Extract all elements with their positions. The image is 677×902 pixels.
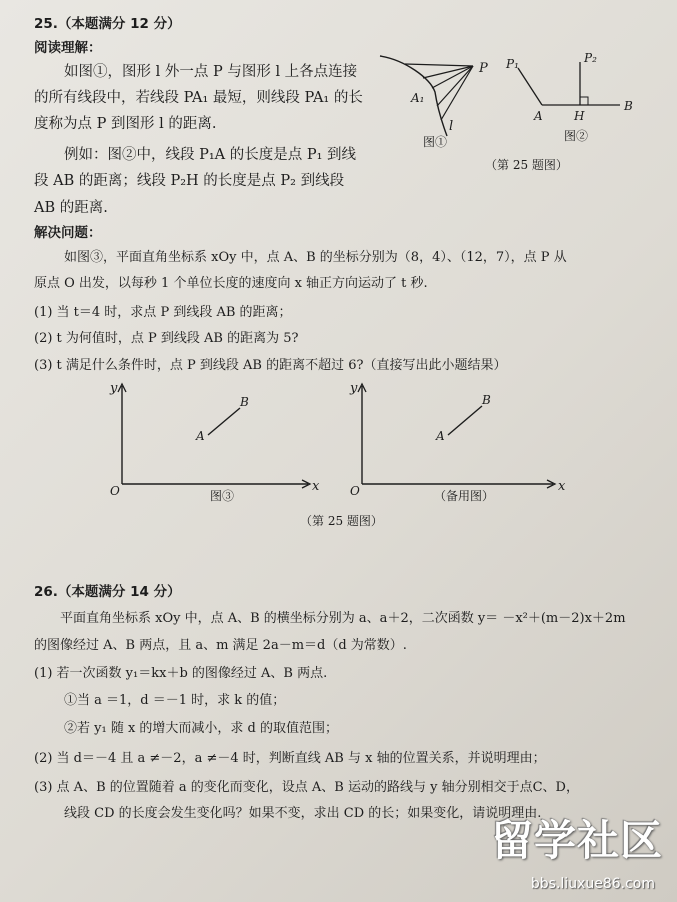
- fig3-label-b: B: [240, 395, 249, 409]
- segment-p-2: [423, 66, 473, 78]
- q25-header: 25.（本题满分 12 分）: [34, 16, 181, 32]
- fig3-label-y: y: [110, 381, 118, 396]
- fig4-label-o: O: [350, 484, 360, 498]
- fig2-caption: 图②: [564, 129, 589, 143]
- fig2-label-a: A: [534, 109, 543, 123]
- fig4-label-x: x: [558, 479, 566, 494]
- fig1-caption: 图①: [423, 135, 448, 149]
- q25-item-2: (2) t 为何值时，点 P 到线段 AB 的距离为 5?: [34, 331, 299, 346]
- q25-para3-line2: 原点 O 出发，以每秒 1 个单位长度的速度向 x 轴正方向运动了 t 秒.: [34, 276, 428, 291]
- fig3-label-a: A: [196, 429, 205, 443]
- fig2-label-b: B: [624, 99, 633, 113]
- fig3-segment-ab: [208, 408, 240, 435]
- q26-item-2: (2) 当 d＝－4 且 a ≠－2，a ≠－4 时，判断直线 AB 与 x 轴的位置关系，并说明理由；: [34, 751, 546, 766]
- q25-item-1: (1) 当 t＝4 时，求点 P 到线段 AB 的距离；: [34, 305, 292, 320]
- q25-para1-line1: 如图①，图形 l 外一点 P 与图形 l 上各点连接: [64, 64, 358, 80]
- q26-header: 26.（本题满分 14 分）: [34, 584, 181, 600]
- fig1-label-a1: A₁: [411, 91, 425, 105]
- q26-item-1: (1) 若一次函数 y₁＝kx＋b 的图像经过 A、B 两点.: [34, 666, 328, 681]
- fig4-caption: （备用图）: [434, 489, 495, 503]
- watermark-logo: 留学社区: [490, 816, 663, 865]
- q25-para2-line3: AB 的距离.: [34, 200, 108, 216]
- q26-stem-line2: 的图像经过 A、B 两点，且 a、m 满足 2a－m＝d（d 为常数）.: [34, 638, 407, 653]
- fig3-label-x: x: [312, 479, 320, 494]
- fig2-label-p2: P₂: [584, 51, 597, 65]
- q25-figure-group-caption: （第 25 题图）: [485, 158, 568, 172]
- fig4-label-a: A: [436, 429, 445, 443]
- fig1-label-l: l: [449, 119, 454, 134]
- segment-p1a: [518, 68, 542, 105]
- fig2-label-h: H: [574, 109, 585, 123]
- q26-item-1b: ②若 y₁ 随 x 的增大而减小，求 d 的取值范围；: [64, 721, 339, 736]
- q25-para2-line1: 例如：图②中，线段 P₁A 的长度是点 P₁ 到线: [64, 147, 357, 163]
- figure-4: [348, 380, 578, 510]
- fig4-label-b: B: [482, 393, 491, 407]
- figure-3: [108, 380, 338, 510]
- fig3-label-o: O: [110, 484, 120, 498]
- q25-para3-line1: 如图③，平面直角坐标系 xOy 中，点 A、B 的坐标分别为（8，4）、（12，7），点 P 从: [64, 250, 567, 265]
- q25-para1-line3: 度称为点 P 到图形 l 的距离.: [34, 116, 217, 132]
- fig4-segment-ab: [448, 406, 482, 435]
- q25-bottom-caption: （第 25 题图）: [300, 514, 383, 528]
- q25-item-3: (3) t 满足什么条件时，点 P 到线段 AB 的距离不超过 6?（直接写出此小题结果）: [34, 358, 507, 373]
- q25-section-solve: 解决问题：: [34, 225, 102, 241]
- fig3-caption: 图③: [210, 489, 235, 503]
- fig1-label-p: P: [479, 61, 488, 76]
- q25-section-read: 阅读理解：: [34, 40, 102, 56]
- q26-item-1a: ①当 a ＝1，d ＝－1 时，求 k 的值；: [64, 693, 286, 708]
- right-angle-mark: [580, 97, 588, 105]
- figure-1: [375, 50, 495, 150]
- q26-item-3-cont: 线段 CD 的长度会发生变化吗？如果不变，求出 CD 的长；如果变化，请说明理由.: [64, 806, 542, 821]
- fig2-label-p1: P₁: [506, 57, 519, 71]
- q25-para2-line2: 段 AB 的距离；线段 P₂H 的长度是点 P₂ 到线段: [34, 173, 345, 189]
- q26-stem-line1: 平面直角坐标系 xOy 中，点 A、B 的横坐标分别为 a、a＋2，二次函数 y＝ －x²＋(m－2)x＋2m: [60, 611, 626, 626]
- fig4-label-y: y: [350, 381, 358, 396]
- q25-para1-line2: 的所有线段中，若线段 PA₁ 最短，则线段 PA₁ 的长: [34, 90, 363, 106]
- q26-item-3: (3) 点 A、B 的位置随着 a 的变化而变化，设点 A、B 运动的路线与 y 轴分别相交于点C、D，: [34, 780, 579, 795]
- watermark-url: bbs.liuxue86.com: [530, 876, 655, 892]
- segment-p-3: [437, 66, 473, 106]
- segment-p-1: [405, 64, 473, 66]
- figure-2: [500, 50, 640, 150]
